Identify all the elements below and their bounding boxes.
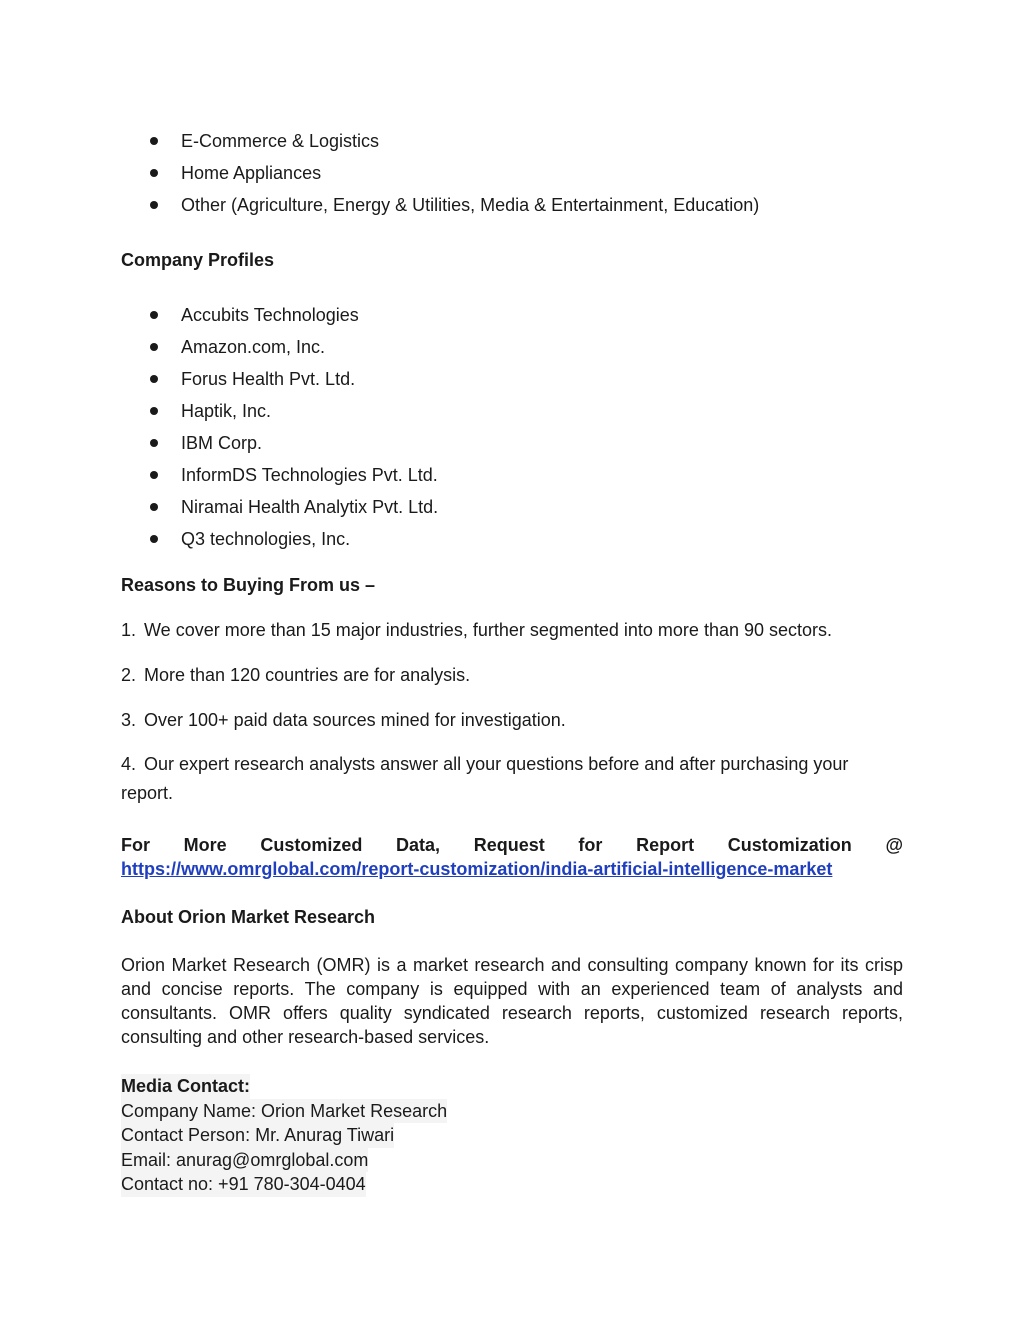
reason-item	[121, 706, 903, 735]
about-paragraph: Orion Market Research (OMR) is a market research and consulting company known for its crisp and concise reports. The company is equipped with an experienced team of analysts and consultants. OMR offers quality syndicated research reports, customized research reports, consulting and other research-based services.	[121, 955, 903, 1047]
list-item: Amazon.com, Inc.	[150, 331, 438, 363]
reason-number: 2.	[121, 665, 137, 685]
contact-company: Company Name: Orion Market Research	[121, 1099, 447, 1124]
reason-number: 1.	[121, 620, 137, 640]
reason-number: 3.	[121, 710, 137, 730]
bullet-icon	[150, 375, 158, 383]
bullet-icon	[150, 439, 158, 447]
bullet-icon	[150, 535, 158, 543]
list-item: InformDS Technologies Pvt. Ltd.	[150, 459, 438, 491]
list-item: Q3 technologies, Inc.	[150, 523, 438, 555]
list-item: Forus Health Pvt. Ltd.	[150, 363, 438, 395]
list-item: Niramai Health Analytix Pvt. Ltd.	[150, 491, 438, 523]
reason-item	[121, 750, 903, 808]
industries-list	[150, 125, 759, 221]
reasons-heading: Reasons to Buying From us –	[121, 575, 376, 595]
bullet-icon	[150, 343, 158, 351]
bullet-icon	[150, 503, 158, 511]
list-item: Accubits Technologies	[150, 299, 438, 331]
list-item: IBM Corp.	[150, 427, 438, 459]
bullet-icon	[150, 169, 158, 177]
customization-link[interactable]: https://www.omrglobal.com/report-customization/india-artificial-intelligence-market	[121, 859, 833, 879]
reason-item	[121, 661, 903, 690]
bullet-icon	[150, 407, 158, 415]
media-contact-heading: Media Contact:	[121, 1074, 250, 1099]
list-item: Haptik, Inc.	[150, 395, 438, 427]
contact-email: Email: anurag@omrglobal.com	[121, 1148, 368, 1173]
reason-text: Over 100+ paid data sources mined for investigation.	[144, 710, 566, 730]
about-heading: About Orion Market Research	[121, 907, 376, 927]
contact-phone: Contact no: +91 780-304-0404	[121, 1172, 366, 1197]
bullet-icon	[150, 311, 158, 319]
list-item: Other (Agriculture, Energy & Utilities, Media & Entertainment, Education)	[150, 189, 759, 221]
company-profiles-list	[150, 299, 438, 555]
contact-person: Contact Person: Mr. Anurag Tiwari	[121, 1123, 394, 1148]
reason-text: Our expert research analysts answer all your questions before and after purchasing your report.	[121, 754, 849, 803]
reason-number: 4.	[121, 754, 137, 774]
customization-line: For More Customized Data, Request for Report Customization @	[121, 835, 903, 855]
bullet-icon	[150, 471, 158, 479]
reason-text: More than 120 countries are for analysis.	[144, 665, 471, 685]
bullet-icon	[150, 137, 158, 145]
reason-text: We cover more than 15 major industries, further segmented into more than 90 sectors.	[144, 620, 833, 640]
list-item: Home Appliances	[150, 157, 759, 189]
company-profiles-heading: Company Profiles	[121, 250, 275, 270]
list-item: E-Commerce & Logistics	[150, 125, 759, 157]
bullet-icon	[150, 201, 158, 209]
media-contact-block	[121, 1074, 447, 1197]
reason-item	[121, 616, 903, 645]
